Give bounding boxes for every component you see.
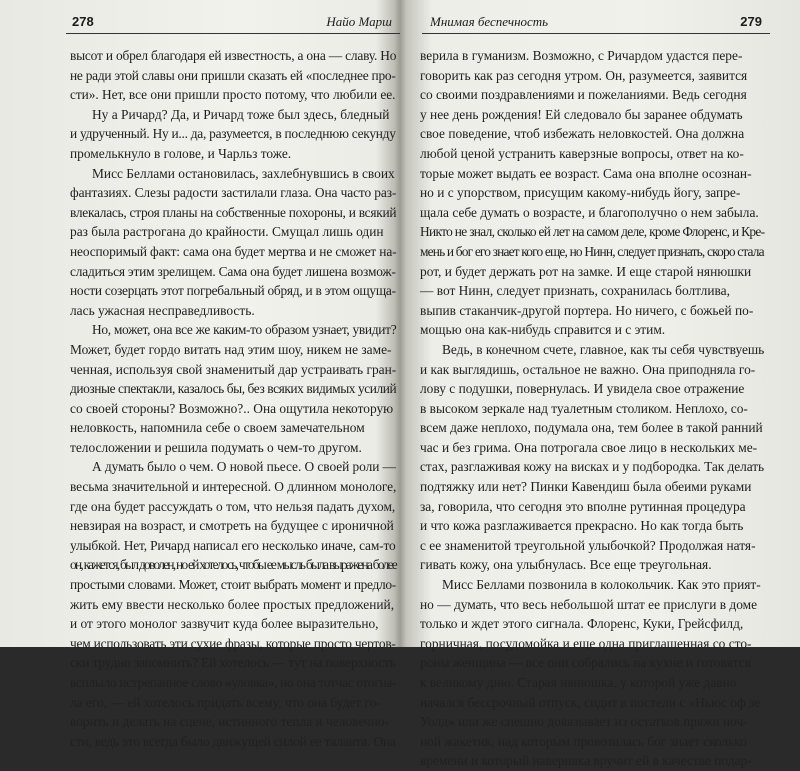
text-line: А думать было о чем. О новой пьесе. О своей роли — (92, 459, 396, 475)
text-line: торые может выдать ее возраст. Сама она вполне осознан- (420, 165, 752, 181)
text-line: лову с подушки, повернулась. И увидела свое отражение (420, 381, 745, 397)
right-header-rule (422, 33, 770, 34)
text-line: не ради этой славы они пришли сказать ей «последнее про- (70, 67, 396, 83)
text-line: ченная, используя свой знаменитый дар устраивать гран- (70, 361, 397, 377)
text-line: и удрученный. Ну и... да, разумеется, в последнюю секунду (70, 126, 396, 142)
text-line: простыми словами. Может, стоит выбрать момент и предло- (70, 577, 396, 593)
text-line: сладиться этим зрелищем. Сама она будет лишена возмож- (70, 263, 396, 279)
text-line: невзирая на возраст, и смотреть на будущее с ироничной (70, 518, 394, 534)
text-line: промелькнуло в голове, и Чарльз тоже. (70, 145, 292, 161)
text-line: лась ужасная несправедливость. (70, 302, 255, 318)
text-line: ски трудно запомнить? Ей хотелось — тут на поверхность (70, 655, 396, 671)
left-header-rule (66, 33, 400, 34)
left-running-head: Найо Марш (326, 14, 392, 29)
text-line: мощью она как-нибудь справится и с этим. (420, 322, 666, 338)
text-line: фантазиях. Слезы радости застилали глаза. Она часто раз- (70, 185, 397, 201)
text-line: но и с упорством, присущим какому-нибудь йогу, запре- (420, 185, 741, 201)
text-line: Но, может, она все же каким-то образом узнает, увидит? (92, 322, 397, 338)
text-line: Никто не знал, сколько ей лет на самом деле, кроме Флоренс, и Кре- (420, 224, 765, 240)
text-line: за, говорила, что сегодня это вполне рутинная процедура (420, 498, 746, 514)
text-line: мень и бог его знает кого еще, но Нинн, следует признать, скоро стала (420, 243, 764, 259)
text-line: улыбкой. Нет, Ричард написал его несколько иначе, сам-то (70, 537, 396, 553)
text-line: весьма значительной и интересной. О длинном монологе, (70, 479, 397, 495)
text-line: со своими поздравлениями и пожеланиями. Ведь сегодня (420, 87, 747, 103)
text-line: подтяжку или нет? Пинки Кавендиш была обеими руками (420, 479, 752, 495)
right-running-head: Мнимая беспечность (430, 14, 549, 29)
text-line: неловкость, напомнила себе о своем замечательном (70, 420, 365, 436)
text-line: роны женщина — все они собрались на кухне и готовятся (420, 655, 751, 671)
left-page (0, 0, 400, 749)
text-line: час и без грима. Она потрогала свое лицо в нескольких ме- (420, 439, 758, 455)
text-line: Мисс Беллами остановилась, захлебнувшись в своих (92, 165, 395, 181)
text-line: у нее день рождения! Ей следовало бы заранее обдумать (420, 106, 743, 122)
text-line: к великому дню. Старая нянюшка, у которой уже давно (420, 675, 737, 690)
text-line: Может, будет гордо витать над этим шоу, никем не заме- (70, 341, 392, 357)
text-line: говорить как раз сегодня утром. Он, разумеется, заявится (420, 67, 748, 83)
text-line: влекалась, строя планы на собственные похороны, и всякий (70, 204, 397, 220)
text-line: с ее знаменитой треугольной улыбочкой? Продолжая натя- (420, 537, 756, 553)
text-line: начался бессрочный отпуск, сидит в постели с «Ньюс оф зе (420, 694, 761, 710)
text-line: раз была растрогана до крайности. Смущал лишь один (70, 224, 384, 240)
text-line: и как выглядишь, остальное не важно. Она приподняла го- (420, 361, 756, 377)
text-line: в высоком зеркале над туалетным столиком. Неплохо, со- (420, 400, 748, 416)
text-line: любой ценой устранить каверзные вопросы, ответ на ко- (420, 145, 744, 161)
left-page-body (70, 46, 396, 751)
text-line: и что кожа разглаживается прекрасно. Но как тогда быть (420, 518, 744, 534)
text-line: ворить и делать на сцене, истинного тепла и человечно- (70, 714, 390, 730)
right-page-number: 279 (740, 14, 762, 29)
text-line: стах, разглаживая кожу на висках и у подбородка. Так делать (420, 459, 765, 475)
text-line: гивать кожу, она улыбнулась. Все еще треугольная. (420, 557, 712, 573)
right-page-body (420, 46, 764, 771)
text-line: ной жакетик, над которым провозилась бог знает сколько (420, 733, 747, 749)
text-line: Ведь, в конечном счете, главное, как ты себя чувствуешь (442, 341, 765, 357)
text-line: Уолд» или же спешно довязывает из остатков пряжи ноч- (420, 714, 748, 730)
text-line: высот и обрел благодаря ей известность, а она — славу. Но (70, 48, 397, 63)
text-line: — вот Нинн, следует признать, сохранилась болтлива, (420, 283, 730, 299)
text-line: верила в гуманизм. Возможно, с Ричардом удастся пере- (420, 48, 743, 63)
text-line: со своей стороны? Возможно?.. Она ощутила некоторую (70, 400, 394, 416)
text-line: времени и который наверняка вручит ей в качестве подар- (420, 753, 752, 769)
text-line: и от этого монолог зазвучит куда более выразительно, (70, 616, 379, 632)
text-line: телосложении и решила подумать о чем-то другом. (70, 439, 362, 455)
text-line: только и ждет этого сигнала. Флоренс, Куки, Грейсфилд, (420, 616, 744, 632)
right-page (400, 0, 800, 769)
text-line: ности созерцать этот погребальный обряд, и в этом ощуща- (70, 283, 396, 299)
text-line: диозные спектакли, казалось бы, без всяких видимых усилий (70, 381, 397, 397)
text-line: сти, ведь это всегда было движущей силой ее таланта. Она (70, 733, 396, 749)
text-line: неоспоримый факт: сама она будет мертва и не сможет на- (70, 243, 397, 259)
text-line: щала себе думать о возрасте, и благополучно о нем забыла. (420, 204, 759, 220)
text-line: Ну а Ричард? Да, и Ричард тоже был здесь, бледный (92, 106, 390, 122)
text-line: Мисс Беллами позвонила в колокольчик. Как это прият- (442, 577, 761, 593)
text-line: всплыло истрепанное слово «уловка», но она тотчас отогна- (70, 675, 397, 690)
text-line: жить ему ввести несколько более простых предложений, (70, 596, 395, 612)
text-line: ла его, — ей хотелось придать всему, что она будет го- (70, 694, 381, 710)
text-line: он, кажется, был доволен, но ей хотелось, чтобы ее мысль была выражена более (70, 557, 396, 573)
text-line: свое поведение, чтоб избежать неловкостей. Она должна (420, 126, 745, 142)
text-line: рот, и будет держать рот на замке. И еще старой нянюшки (420, 263, 752, 279)
text-line: всем даже неплохо, подумала она, тем более в такой ранний (420, 420, 763, 436)
text-line: где она будет рассуждать о том, что нельзя падать духом, (70, 498, 396, 514)
text-line: чем использовать эти сухие фразы, которые просто чертов- (70, 635, 396, 651)
text-line: горничная, посудомойка и еще одна приглашенная со сто- (420, 635, 752, 651)
text-line: выпив стаканчик-другой портера. Но ничего, с божьей по- (420, 302, 754, 318)
text-line: но — думать, что весь небольшой штат ее прислуги в доме (420, 596, 758, 612)
text-line: сти». Нет, все они пришли просто потому, что любили ее. (70, 87, 396, 103)
left-page-number: 278 (72, 14, 94, 29)
